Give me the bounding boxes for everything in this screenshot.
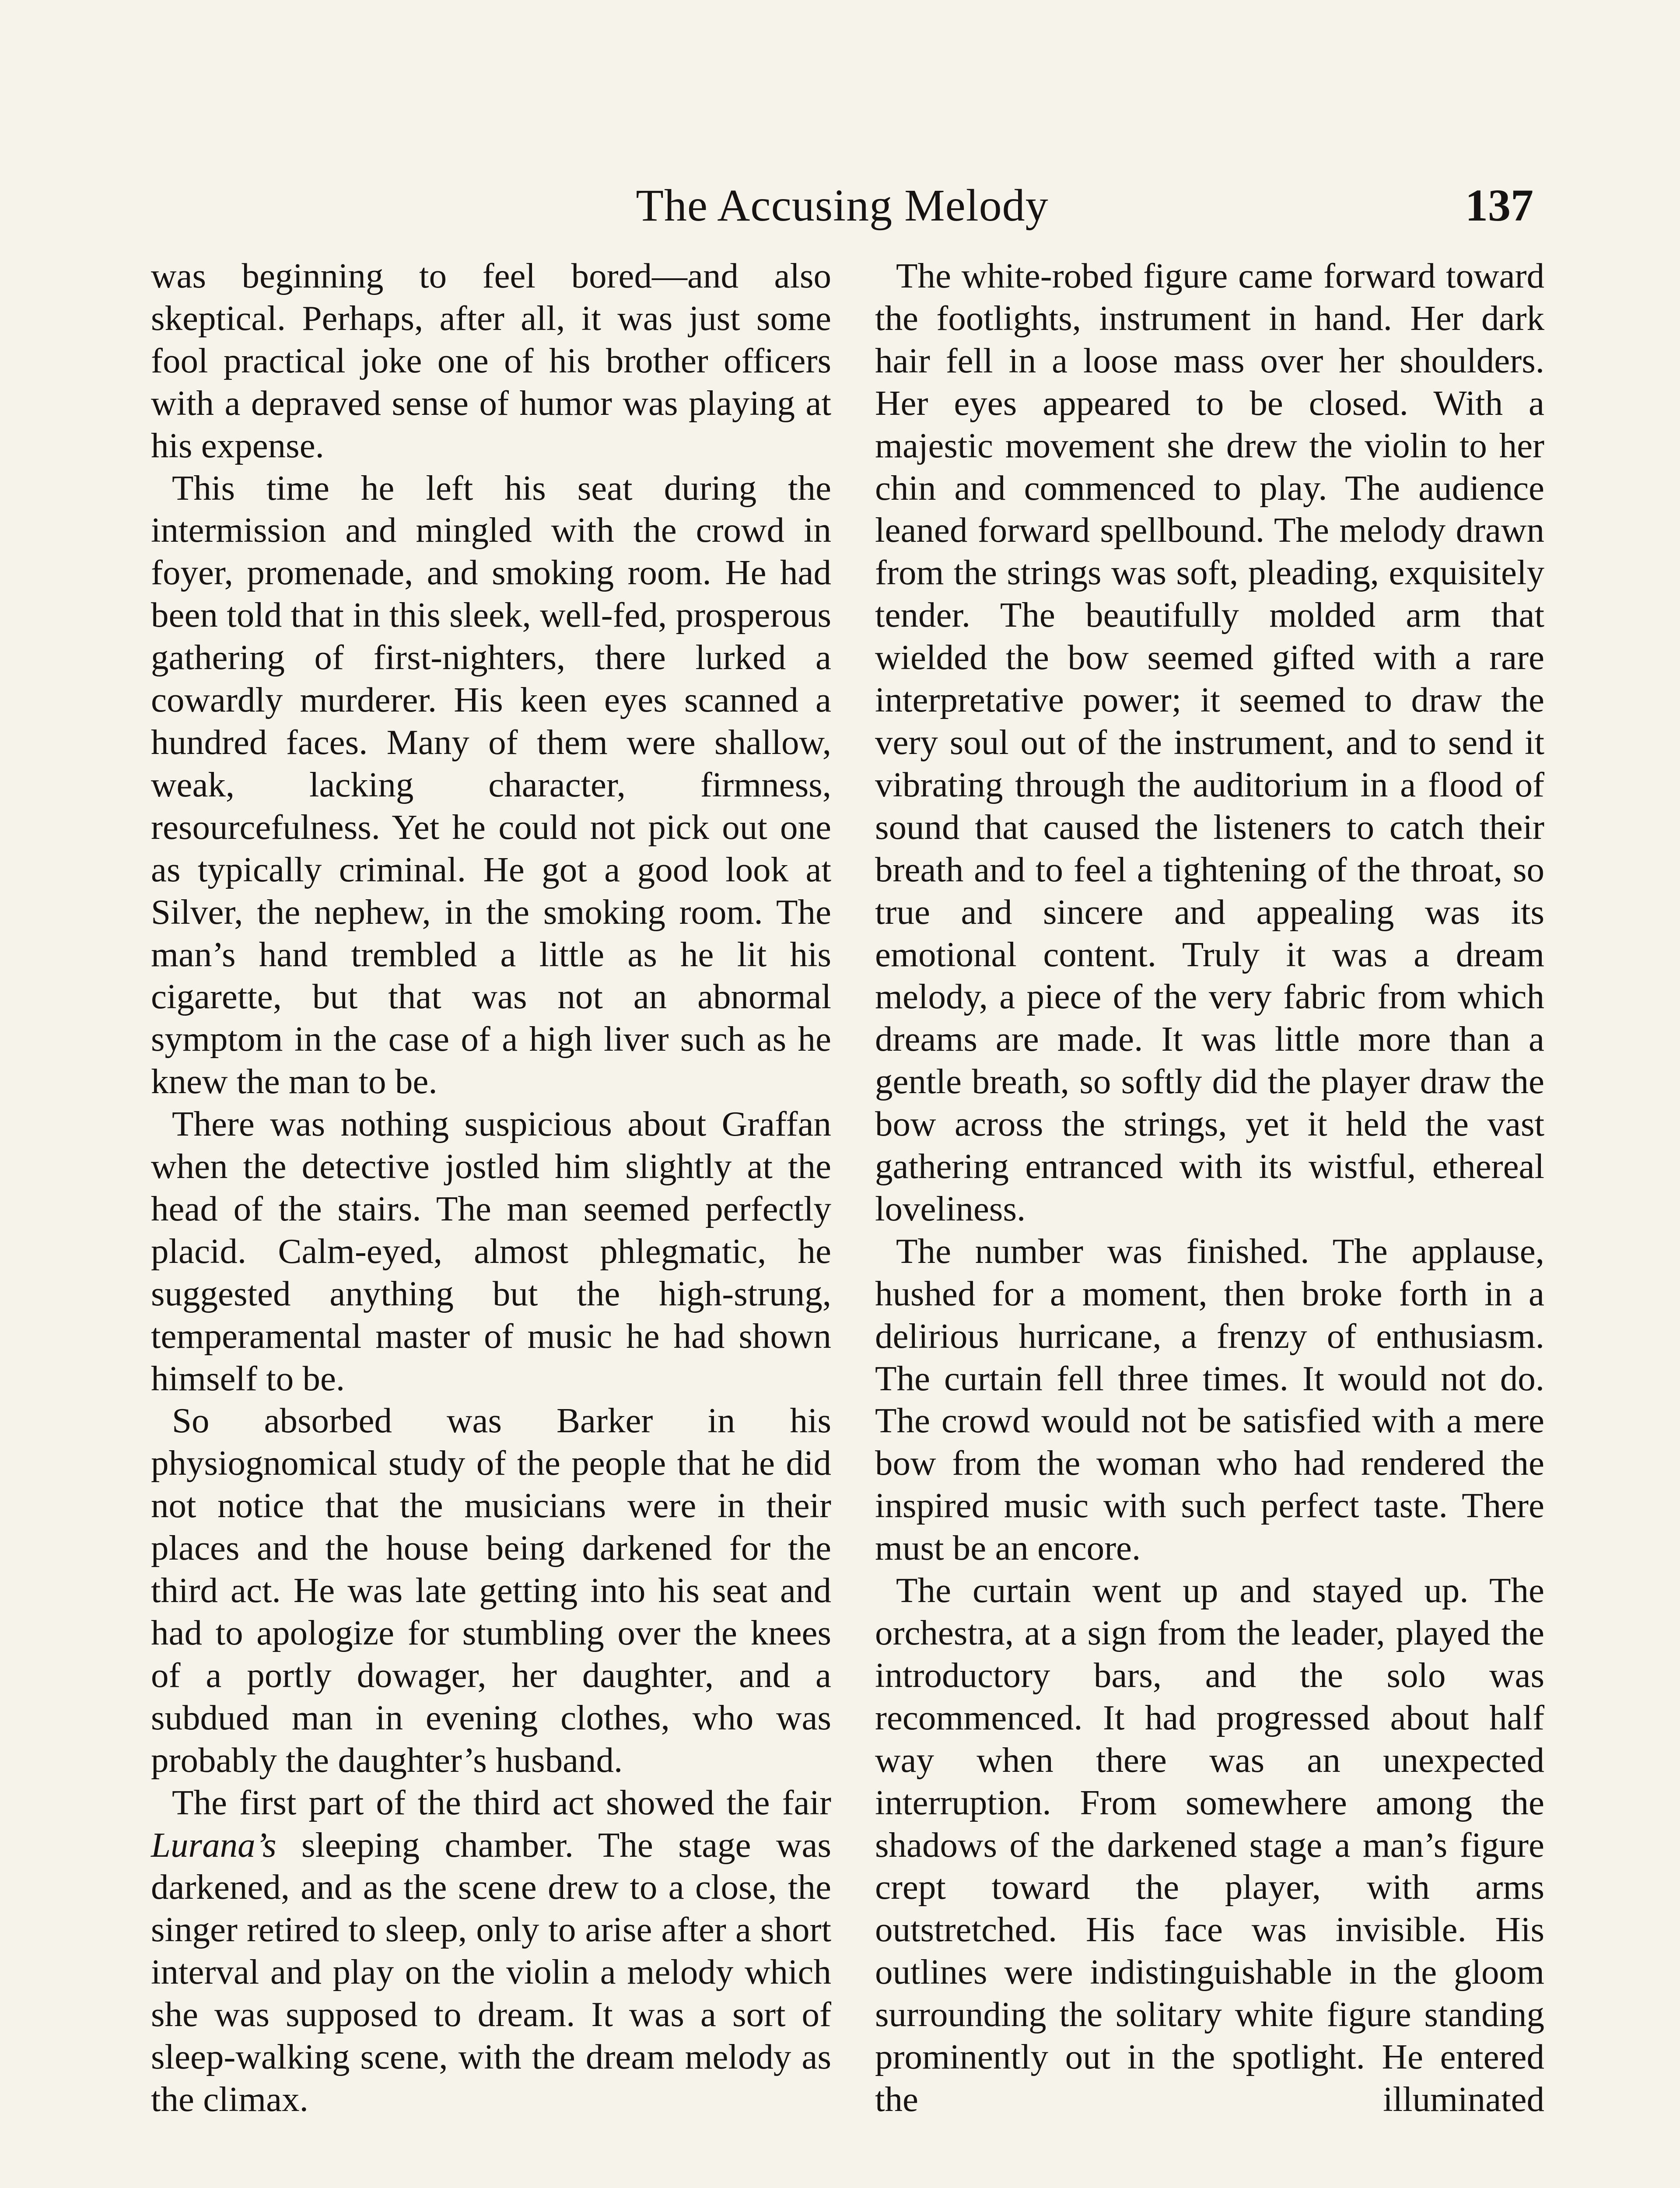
paragraph: This time he left his seat during the intermission and mingled with the crowd in foyer, promenade, and smoking room. He had been told that in this sleek, well-fed, prosperous gathering of first-nighters, there lurked a cowardly murderer. His keen eyes scanned a hundred faces. Many of them were shallow, weak, lacking character, firmness, resourcefulness. Yet he could not pick out one as typically criminal. He got a good look at Silver, the nephew, in the smoking room. The man’s hand trembled a little as he lit his cigarette, but that was not an abnormal symptom in the case of a high liver such as he knew the man to be. (151, 468, 831, 1101)
page-number: 137 (1465, 180, 1533, 231)
page-header (151, 173, 1533, 238)
left-column (151, 255, 831, 2121)
italic-name: Lurana’s (151, 1825, 276, 1865)
paragraph-text: The first part of the third act showed the fair (172, 1782, 831, 1822)
paragraph (151, 1781, 831, 2121)
paragraph-text: sleeping chamber. The stage was darkened, and as the scene drew to a close, the singer retired to sleep, only to arise after a short interval and play on the violin a melody which she was supposed to dream. It was a sort of sleep-walking scene, with the dream melody as the climax. (151, 1825, 831, 2119)
paragraph: There was nothing suspicious about Graffan when the detective jostled him slightly at the head of the stairs. The man seemed perfectly placid. Calm-eyed, almost phlegmatic, he suggested anything but the high-strung, temperamental master of music he had shown himself to be. (151, 1104, 831, 1398)
paragraph: The number was finished. The applause, hushed for a moment, then broke forth in a delirious hurricane, a frenzy of enthusiasm. The curtain fell three times. It would not do. The crowd would not be satisfied with a mere bow from the woman who had rendered the inspired music with such perfect taste. There must be an encore. (875, 1231, 1544, 1568)
running-head: The Accusing Melody (636, 180, 1049, 231)
paragraph: was beginning to feel bored—and also skeptical. Perhaps, after all, it was just some fool practical joke one of his brother officers with a depraved sense of humor was playing at his expense. (151, 256, 831, 465)
paragraph: The curtain went up and stayed up. The orchestra, at a sign from the leader, played the introductory bars, and the solo was recommenced. It had progressed about half way when there was an unexpected interruption. From somewhere among the shadows of the darkened stage a man’s figure crept toward the player, with arms outstretched. His face was invisible. His outlines were indistinguishable in the gloom surrounding the solitary white figure standing prominently out in the spotlight. He entered the illuminated (875, 1571, 1544, 2119)
right-column (875, 255, 1544, 2121)
paragraph: So absorbed was Barker in his physiognomical study of the people that he did not notice that the musicians were in their places and the house being darkened for the third act. He was late getting into his seat and had to apologize for stumbling over the knees of a portly dowager, her daughter, and a subdued man in evening clothes, who was probably the daughter’s husband. (151, 1401, 831, 1780)
paragraph: The white-robed figure came forward toward the footlights, instrument in hand. Her dark hair fell in a loose mass over her shoulders. Her eyes appeared to be closed. With a majestic movement she drew the violin to her chin and commenced to play. The audience leaned forward spellbound. The melody drawn from the strings was soft, pleading, exquisitely tender. The beautifully molded arm that wielded the bow seemed gifted with a rare interpretative power; it seemed to draw the very soul out of the instrument, and to send it vibrating through the auditorium in a flood of sound that caused the listeners to catch their breath and to feel a tightening of the throat, so true and sincere and appealing was its emotional content. Truly it was a dream melody, a piece of the very fabric from which dreams are made. It was little more than a gentle breath, so softly did the player draw the bow across the strings, yet it held the vast gathering entranced with its wistful, ethereal loveliness. (875, 256, 1544, 1228)
